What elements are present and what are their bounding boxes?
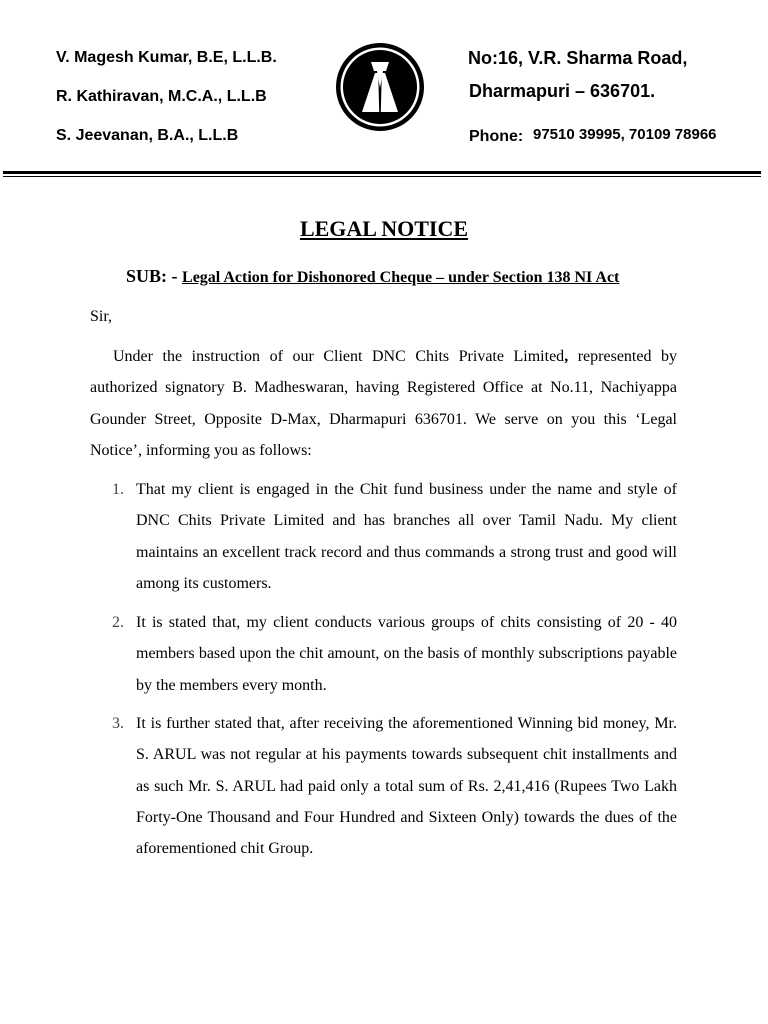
list-item-number: 2. [112, 614, 124, 631]
notice-title: LEGAL NOTICE [299, 216, 469, 241]
advocate-bands-icon [335, 42, 425, 132]
list-item [90, 607, 677, 701]
header-divider-thin [3, 176, 761, 177]
list-item-number: 3. [112, 715, 124, 732]
intro-text-start: Under the instruction of our Client DNC Chits Private Limited [113, 348, 565, 365]
subject-line [126, 266, 619, 287]
list-item [90, 708, 677, 864]
intro-text-end: represented by authorized signatory B. Madheswaran, having Registered Office at No.11, Nachiyappa Gounder Street, Opposite D-Max, Dharmapuri 636701. We serve on you this ‘Legal Notice’, informing you as follows: [90, 348, 678, 459]
phone-label: Phone: [469, 128, 524, 145]
list-item [90, 474, 677, 599]
address-line-1: No:16, V.R. Sharma Road, [468, 48, 688, 68]
subject-label: SUB: - [126, 266, 178, 286]
address-line-2: Dharmapuri – 636701. [469, 81, 656, 101]
list-item-text: That my client is engaged in the Chit fund business under the name and style of DNC Chits Private Limited and has branches all over Tamil Nadu. My client maintains an excellent track record and thus commands a strong trust and good will among its customers. [136, 481, 677, 592]
advocate-name-2: R. Kathiravan, M.C.A., L.L.B [56, 88, 267, 105]
header-divider [3, 171, 761, 174]
list-item-text: It is further stated that, after receiving the aforementioned Winning bid money, Mr. S. ARUL was not regular at his payments towards subsequent chit installments and as such Mr. S. ARUL had paid only a total sum of Rs. 2,41,416 (Rupees Two Lakh Forty-One Thousand and Four Hundred and Sixteen Only) towards the dues of the aforementioned chit Group. [136, 715, 677, 858]
list-item-text: It is stated that, my client conducts various groups of chits consisting of 20 - 40 members based upon the chit amount, on the basis of monthly subscriptions payable by the members every month. [136, 614, 677, 694]
advocate-name-3: S. Jeevanan, B.A., L.L.B [56, 127, 239, 144]
salutation: Sir, [90, 308, 113, 325]
intro-paragraph [90, 341, 677, 466]
subject-text: Legal Action for Dishonored Cheque – under Section 138 NI Act [182, 269, 620, 286]
intro-comma: , [564, 348, 569, 365]
list-item-number: 1. [112, 481, 124, 498]
phone-numbers: 97510 39995, 70109 78966 [533, 126, 717, 143]
advocate-name-1: V. Magesh Kumar, B.E, L.L.B. [56, 49, 277, 66]
